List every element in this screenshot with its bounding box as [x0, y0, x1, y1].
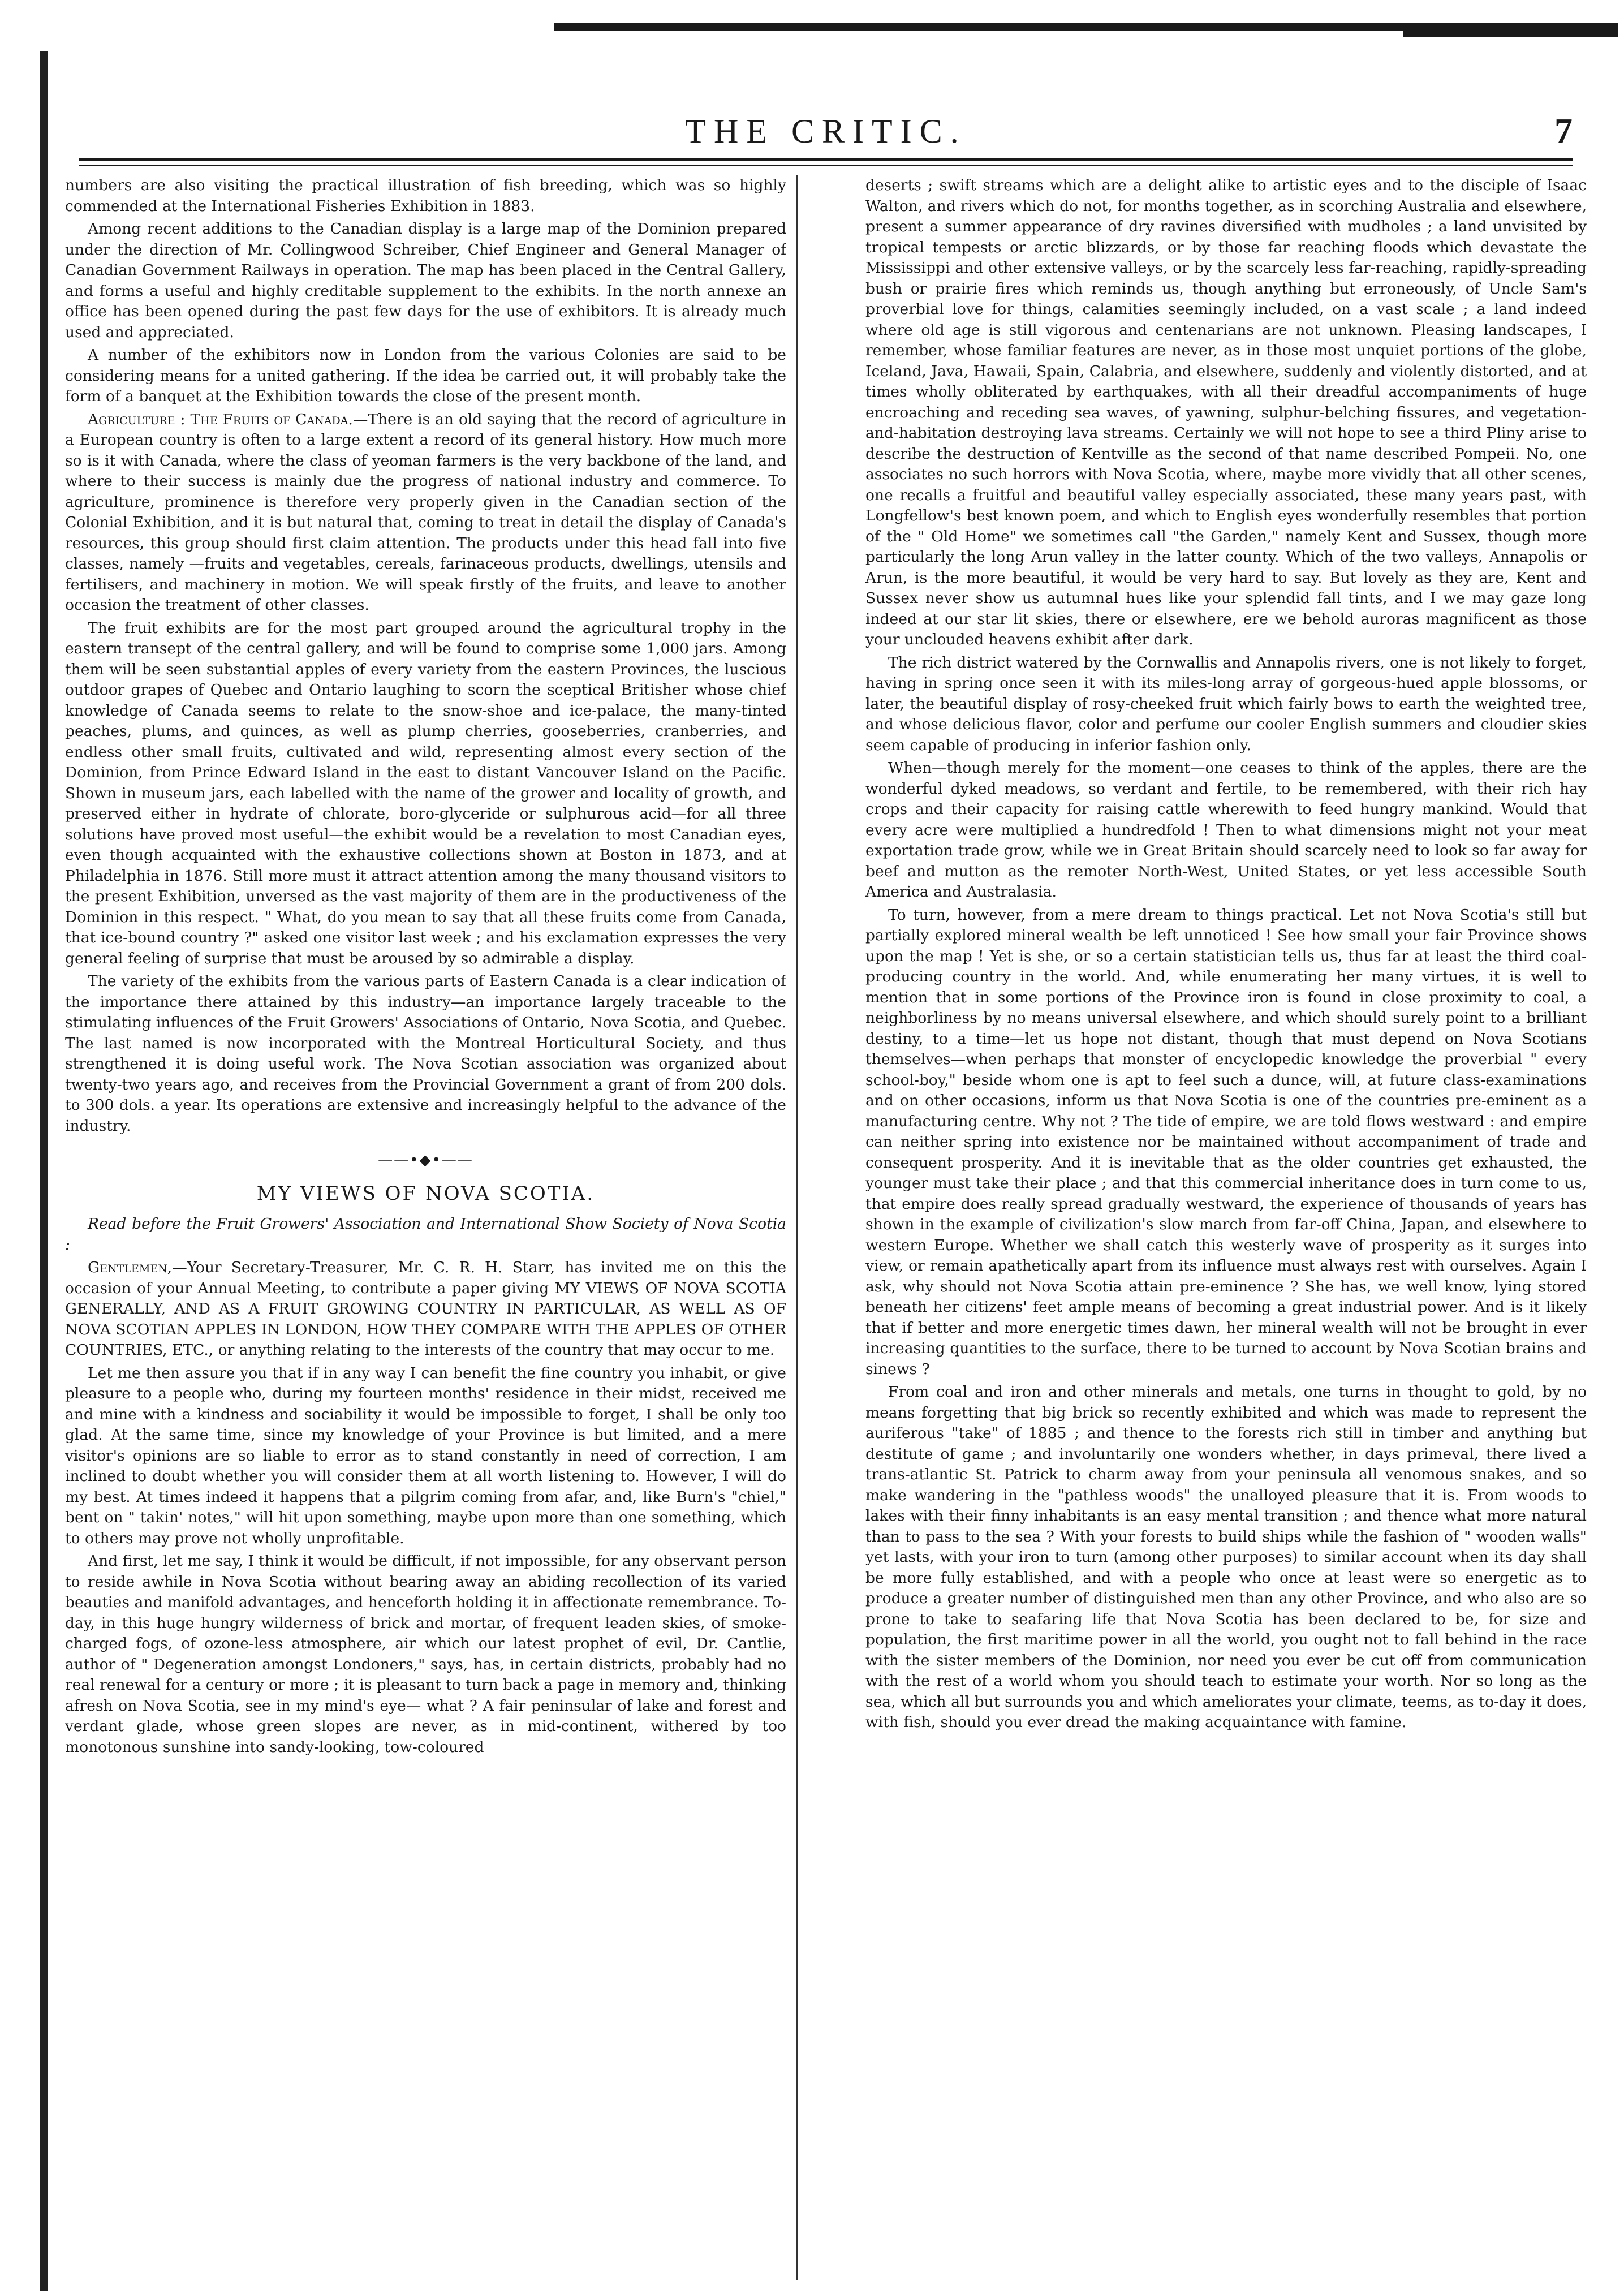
masthead: THE CRITIC.: [685, 113, 967, 150]
paragraph: numbers are also visiting the practical illustration of fish breeding, which was so highly commended at the International Fisheries Exhibition in 1883.: [65, 176, 786, 215]
paragraph: [65, 1258, 786, 1361]
article-byline: Read before the Fruit Growers' Association and International Show Society of Nova Scotia :: [65, 1215, 786, 1254]
header-rule-thick: [79, 158, 1573, 161]
paragraph: deserts ; swift streams which are a delight alike to artistic eyes and to the disciple of Isaac Walton, and rivers which do not, for months together, as in scorching Australia and elsewhere, present a summer appearance of dry ravines diversified with mudholes ; a land unvisited by tropical tempests or arctic blizzards, or by those far reaching floods which devastate the Mississippi and other extensive valleys, or by the scarcely less far-reaching, rapidly-spreading bush or prairie fires which reminds us, though anything but erroneously, of Uncle Sam's proverbial love for things, calamities seemingly included, on a vast scale ; a land indeed where old age is still vigorous and centenarians are not unknown. Pleasing landscapes, I remember, whose familiar features are never, as in those most unquiet portions of the globe, Iceland, Java, Hawaii, Spain, Calabria, and elsewhere, suddenly and violently distorted, and at times wholly obliterated by earthquakes, with all their dreadful accompaniments of huge encroaching and receding sea waves, of yawning, sulphur-belching fissures, and vegetation-and-habitation destroying lava streams. Certainly we will not hope to see a third Pliny arise to describe the destruction of Kentville as the second of that name described Pompeii. No, one associates no such horrors with Nova Scotia, where, maybe more vividly that all other scenes, one recalls a fruitful and beautiful valley especially associated, these many years past, with Longfellow's best known poem, and which to English eyes wonderfully resembles that portion of the " Old Home" we sometimes call "the Garden," namely Kent and Sussex, though more particularly the long Arun valley in the latter county. Which of the two valleys, Annapolis or Arun, is the more beautiful, it would be very hard to say. But lovely as they are, Kent and Sussex never show us autumnal hues like your splendid fall tints, and I we may gaze long indeed at our star lit skies, there or elsewhere, ere we behold auroras magnificent as those your unclouded heavens exhibit after dark.: [865, 176, 1587, 648]
paragraph: A number of the exhibitors now in London from the various Colonies are said to be considering means for a united gathering. If the idea be carried out, it will probably take the form of a banquet at the Exhibition towards the close of the present month.: [65, 346, 786, 405]
column-divider: [796, 175, 798, 2280]
paragraph: Among recent additions to the Canadian display is a large map of the Dominion prepared under the direction of Mr. Collingwood Schreiber, Chief Engineer and General Manager of Canadian Government Railways in operation. The map has been placed in the Central Gallery, and forms a useful and highly creditable supplement to the exhibits. In the north annexe an office has been opened during the past few days for the use of exhibitors. It is already much used and appreciated.: [65, 220, 786, 341]
section-ornament: ——•◆•——: [378, 1152, 473, 1169]
paragraph: Let me then assure you that if in any way I can benefit the fine country you inhabit, or give pleasure to a people who, during my fourteen months' residence in their midst, received me and mine with a kindness and sociability it would be impossible to forget, I shall be only too glad. At the same time, since my knowledge of your Province is but limited, and a mere visitor's opinions are so liable to error as to stand constantly in need of correction, I am inclined to doubt whether you will consider them at all worth listening to. However, I will do my best. At times indeed it happens that a pilgrim coming from afar, and, like Burn's "chiel," bent on " takin' notes," will hit upon something, maybe upon more than one something, which to others may prove not wholly unprofitable.: [65, 1364, 786, 1547]
salutation: Gentlemen,: [88, 1259, 173, 1276]
header-rule-thin: [79, 165, 1573, 166]
left-column: [65, 175, 786, 2280]
paragraph: [65, 410, 786, 616]
paragraph: The rich district watered by the Cornwallis and Annapolis rivers, one is not likely to forget, having in spring once seen it with its miles-long array of gorgeous-hued apple blossoms, or later, the beautiful display of rosy-cheeked fruit which fairly bows to earth the weighted tree, and whose delicious flavor, color and perfume our cooler English summers and cloudier skies seem capable of producing in inferior fashion only.: [865, 653, 1587, 754]
paragraph: To turn, however, from a mere dream to things practical. Let not Nova Scotia's still but partially explored mineral wealth be left unnoticed ! See how small your fair Province shows upon the map ! Yet is she, or so a certain statistician tells us, thus far at least the third coal-producing country in the world. And, while enumerating her many virtues, it is well to mention that in some portions of the Province iron is found in close proximity to coal, a neighborliness by no means universal elsewhere, and which should surely point to a brilliant destiny, to a time—let us hope not distant, though that must depend on Nova Scotians themselves—when perhaps that monster of encyclopedic knowledge the proverbial " every school-boy," beside whom one is apt to feel such a dunce, will, at future class-examinations and on other occasions, inform us that Nova Scotia is one of the countries pre-eminent as a manufacturing centre. Why not ? The tide of empire, we are told flows westward : and empire can neither spring into existence nor be maintained without accompaniment of trade and consequent prosperity. And it is inevitable that as the older countries get exhausted, the younger must take their place ; and that this commercial inheritance does in turn come to us, that empire does really spread gradually westward, the experience of thousands of years has shown in the example of civilization's slow march from far-off China, Japan, and elsewhere to western Europe. Whether we shall catch this westerly wave of prosperity as it surges into view, or remain apathetically apart from its influence must always rest with ourselves. Again I ask, why should not Nova Scotia attain pre-eminence ? She has, we well know, lying stored beneath her citizens' feet ample means of becoming a great industrial power. And is it likely that if better and more energetic times dawn, her mineral wealth will not be brought in ever increasing quantities to the surface, there to be turned to account by Nova Scotian brains and sinews ?: [865, 906, 1587, 1378]
paragraph: The variety of the exhibits from the various parts of Eastern Canada is a clear indication of the importance there attained by this industry—an importance largely traceable to the stimulating influences of the Fruit Growers' Associations of Ontario, Nova Scotia, and Quebec. The last named is now incorporated with the Montreal Horticultural Society, and thus strengthened it is doing useful work. The Nova Scotian association was organized about twenty-two years ago, and receives from the Provincial Government a grant of from 200 dols. to 300 dols. a year. Its operations are extensive and increasingly helpful to the advance of the industry.: [65, 972, 786, 1135]
left-binding-edge: [40, 51, 48, 2291]
paragraph: The fruit exhibits are for the most part grouped around the agricultural trophy in the eastern transept of the central gallery, and will be found to comprise some 1,000 jars. Among them will be seen substantial apples of every variety from the eastern Provinces, the luscious outdoor grapes of Quebec and Ontario laughing to scorn the sceptical Britisher whose chief knowledge of Canada seems to relate to the snow-shoe and ice-palace, the many-tinted peaches, plums, and quinces, as well as plump cherries, gooseberries, cranberries, and endless other small fruits, cultivated and wild, representing almost every section of the Dominion, from Prince Edward Island in the east to distant Vancouver Island on the Pacific. Shown in museum jars, each labelled with the name of the grower and locality of growth, and preserved either in hydrate of chlorate, boro-glyceride or sulphurous acid—for all three solutions have proved most useful—the exhibit would be a revelation to most Canadian eyes, even though acquainted with the exhaustive collections shown at Boston in 1873, and at Philadelphia in 1876. Still more must it attract attention among the many thousand visitors to the present Exhibition, unversed as the vast majority of them are in the productiveness of the Dominion in this respect. " What, do you mean to say that all these fruits come from Canada, that ice-bound country ?" asked one visitor last week ; and his exclamation expresses the very general feeling of surprise that must be aroused by so admirable a display.: [65, 619, 786, 967]
paragraph: And first, let me say, I think it would be difficult, if not impossible, for any observant person to reside awhile in Nova Scotia without bearing away an abiding recollection of its varied beauties and manifold advantages, and henceforth holding it in affectionate remembrance. To-day, in this huge hungry wilderness of brick and mortar, of frequent leaden skies, of smoke-charged fogs, of ozone-less atmosphere, air which our latest prophet of evil, Dr. Cantlie, author of " Degeneration amongst Londoners," says, has, in certain districts, probably had no real renewal for a century or more ; it is pleasant to turn back a page in memory and, thinking afresh on Nova Scotia, see in my mind's eye— what ? A fair peninsular of lake and forest and verdant glade, whose green slopes are never, as in mid-continent, withered by too monotonous sunshine into sandy-looking, tow-coloured: [65, 1552, 786, 1756]
page-header: [79, 111, 1573, 156]
paragraph: When—though merely for the moment—one ceases to think of the apples, there are the wonderful dyked meadows, so verdant and fertile, to be remembered, with their rich hay crops and their capacity for raising cattle wherewith to feed hungry mankind. Would that every acre were multiplied a hundredfold ! Then to what dimensions might not your meat exportation trade grow, while we in Great Britain should scarcely need to look so far away for beef and mutton as the remoter North-West, United States, or yet less accessible South America and Australasia.: [865, 759, 1587, 901]
article-title: MY VIEWS OF NOVA SCOTIA.: [256, 1182, 595, 1205]
paragraph: From coal and iron and other minerals and metals, one turns in thought to gold, by no means forgetting that big brick so recently exhibited and which was made to represent the auriferous "take" of 1885 ; and thence to the forests rich still in timber and anything but destitute of game ; and involuntarily one wonders whether, in days primeval, there lived a trans-atlantic St. Patrick to charm away from your peninsula all venomous snakes, and so make wandering in the "pathless woods" the unalloyed pleasure that it is. From woods to lakes with their finny inhabitants is an easy mental transition ; and thence what more natural than to pass to the sea ? With your forests to build ships while the fashion of " wooden walls" yet lasts, with your iron to turn (among other purposes) to similar account when its day shall be more fully established, and with a people who once at least were so energetic as to produce a greater number of distinguished men than any other Province, and who also are so prone to take to seafaring life that Nova Scotia has been declared to be, for size and population, the first maritime power in all the world, you ought not to fall behind in the race with the sister members of the Dominion, nor need you ever be cut off from communication with the rest of a world whom you should teach to estimate your worth. Nor so long as the sea, which all but surrounds you and which ameliorates your climate, teems, as to-day it does, with fish, should you ever dread the making acquaintance with famine.: [865, 1383, 1587, 1731]
paragraph-text: —Your Secretary-Treasurer, Mr. C. R. H. Starr, has invited me on this the occasion of your Annual Meeting, to contribute a paper giving MY VIEWS OF NOVA SCOTIA GENERALLY, AND AS A FRUIT GROWING COUNTRY IN PARTICULAR, AS WELL AS OF NOVA SCOTIAN APPLES IN LONDON, HOW THEY COMPARE WITH THE APPLES OF OTHER COUNTRIES, ETC., or anything relating to the interests of the country that may occur to me.: [65, 1259, 786, 1359]
top-border-bar-thick: [1403, 23, 1618, 37]
paragraph-text: —There is an old saying that the record of agriculture in a European country is often to a large extent a record of its general history. How much more so is it with Canada, where the class of yeoman farmers is the very backbone of the land, and where to their success is mainly due the progress of national industry and commerce. To agriculture, prominence is therefore very properly given in the Canadian section of the Colonial Exhibition, and it is but natural that, coming to treat in detail the display of Canada's resources, this group should first claim attention. The products under this head fall into five classes, namely —fruits and vegetables, cereals, farinaceous products, dwellings, utensils and fertilisers, and machinery in motion. We will speak firstly of the fruits, and leave to another occasion the treatment of other classes.: [65, 410, 786, 614]
page-number: 7: [1554, 111, 1573, 151]
right-column: [865, 175, 1587, 2280]
section-heading: Agriculture : The Fruits of Canada.: [88, 410, 353, 428]
